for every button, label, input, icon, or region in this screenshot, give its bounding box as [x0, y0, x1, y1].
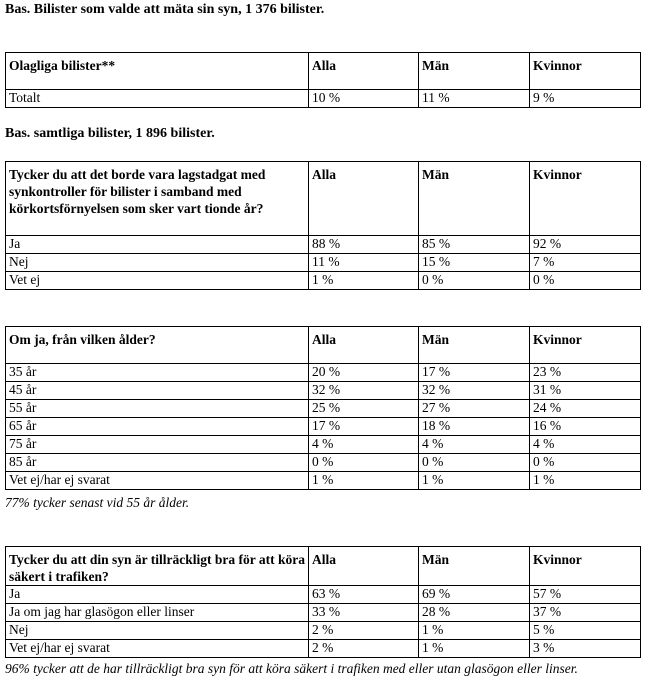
value-alla: 33 % [309, 604, 419, 622]
table-row [6, 254, 641, 272]
table-row [6, 418, 641, 436]
row-label: 65 år [6, 418, 309, 436]
table-tillrackligt-bra-syn [5, 546, 641, 658]
row-label: 75 år [6, 436, 309, 454]
value-man: 85 % [419, 236, 530, 254]
value-kvinnor: 37 % [530, 604, 641, 622]
value-kvinnor: 5 % [530, 622, 641, 640]
value-alla: 1 % [309, 272, 419, 290]
value-man: 1 % [419, 622, 530, 640]
table-row [6, 640, 641, 658]
value-man: 28 % [419, 604, 530, 622]
value-alla: 25 % [309, 400, 419, 418]
row-label: Ja [6, 586, 309, 604]
value-kvinnor: 31 % [530, 382, 641, 400]
col-header-alla: Alla [309, 162, 419, 236]
table-row [6, 586, 641, 604]
col-header-man: Män [419, 162, 530, 236]
table-row [6, 236, 641, 254]
row-label: Ja [6, 236, 309, 254]
row-label: Totalt [6, 90, 309, 108]
heading-base-measured: Bas. Bilister som valde att mäta sin syn, 1 376 bilister. [5, 2, 325, 17]
value-alla: 1 % [309, 472, 419, 490]
value-alla: 20 % [309, 364, 419, 382]
row-label: 85 år [6, 454, 309, 472]
table-olagliga-bilister [5, 52, 641, 108]
row-label: 45 år [6, 382, 309, 400]
col-header-kvinnor: Kvinnor [530, 547, 641, 586]
col-header-alla: Alla [309, 53, 419, 90]
value-alla: 0 % [309, 454, 419, 472]
value-man: 69 % [419, 586, 530, 604]
footnote-age: 77% tycker senast vid 55 år ålder. [5, 495, 190, 510]
value-man: 0 % [419, 454, 530, 472]
col-header-man: Män [419, 547, 530, 586]
value-kvinnor: 92 % [530, 236, 641, 254]
footnote-sight: 96% tycker att de har tillräckligt bra syn för att köra säkert i trafiken med eller utan glasögon eller linser. [5, 661, 578, 676]
value-man: 11 % [419, 90, 530, 108]
value-man: 18 % [419, 418, 530, 436]
value-kvinnor: 1 % [530, 472, 641, 490]
value-man: 0 % [419, 272, 530, 290]
question-cell: Om ja, från vilken ålder? [6, 327, 309, 364]
table-row [6, 272, 641, 290]
value-kvinnor: 4 % [530, 436, 641, 454]
value-man: 4 % [419, 436, 530, 454]
row-label: Vet ej [6, 272, 309, 290]
value-kvinnor: 23 % [530, 364, 641, 382]
question-cell: Tycker du att din syn är tillräckligt bra för att köra säkert i trafiken? [6, 547, 309, 586]
value-kvinnor: 3 % [530, 640, 641, 658]
col-header-kvinnor: Kvinnor [530, 162, 641, 236]
value-kvinnor: 7 % [530, 254, 641, 272]
table-row [6, 436, 641, 454]
table-row [6, 454, 641, 472]
value-alla: 10 % [309, 90, 419, 108]
value-alla: 4 % [309, 436, 419, 454]
table-row [6, 90, 641, 108]
value-alla: 2 % [309, 640, 419, 658]
heading-base-all: Bas. samtliga bilister, 1 896 bilister. [5, 126, 215, 141]
value-alla: 63 % [309, 586, 419, 604]
col-header-alla: Alla [309, 327, 419, 364]
value-kvinnor: 0 % [530, 454, 641, 472]
value-alla: 32 % [309, 382, 419, 400]
row-label: Nej [6, 254, 309, 272]
table-lagstadgat-synkontroll [5, 161, 641, 290]
value-kvinnor: 9 % [530, 90, 641, 108]
col-header-man: Män [419, 53, 530, 90]
table-row [6, 622, 641, 640]
row-label: Vet ej/har ej svarat [6, 640, 309, 658]
col-header-man: Män [419, 327, 530, 364]
table-row [6, 382, 641, 400]
value-alla: 11 % [309, 254, 419, 272]
value-man: 17 % [419, 364, 530, 382]
table-row [6, 604, 641, 622]
value-alla: 2 % [309, 622, 419, 640]
value-alla: 17 % [309, 418, 419, 436]
value-man: 15 % [419, 254, 530, 272]
row-label: 55 år [6, 400, 309, 418]
question-cell: Olagliga bilister** [6, 53, 309, 90]
table-row [6, 400, 641, 418]
value-kvinnor: 16 % [530, 418, 641, 436]
table-row [6, 364, 641, 382]
value-kvinnor: 24 % [530, 400, 641, 418]
value-kvinnor: 57 % [530, 586, 641, 604]
table-row [6, 472, 641, 490]
row-label: Nej [6, 622, 309, 640]
row-label: Ja om jag har glasögon eller linser [6, 604, 309, 622]
col-header-kvinnor: Kvinnor [530, 327, 641, 364]
col-header-kvinnor: Kvinnor [530, 53, 641, 90]
question-cell: Tycker du att det borde vara lagstadgat med synkontroller för bilister i samband med körkortsförnyelsen som sker vart tionde år? [6, 162, 309, 236]
value-kvinnor: 0 % [530, 272, 641, 290]
value-man: 1 % [419, 640, 530, 658]
value-man: 1 % [419, 472, 530, 490]
value-alla: 88 % [309, 236, 419, 254]
value-man: 27 % [419, 400, 530, 418]
col-header-alla: Alla [309, 547, 419, 586]
table-fran-vilken-alder [5, 326, 641, 490]
value-man: 32 % [419, 382, 530, 400]
row-label: Vet ej/har ej svarat [6, 472, 309, 490]
row-label: 35 år [6, 364, 309, 382]
